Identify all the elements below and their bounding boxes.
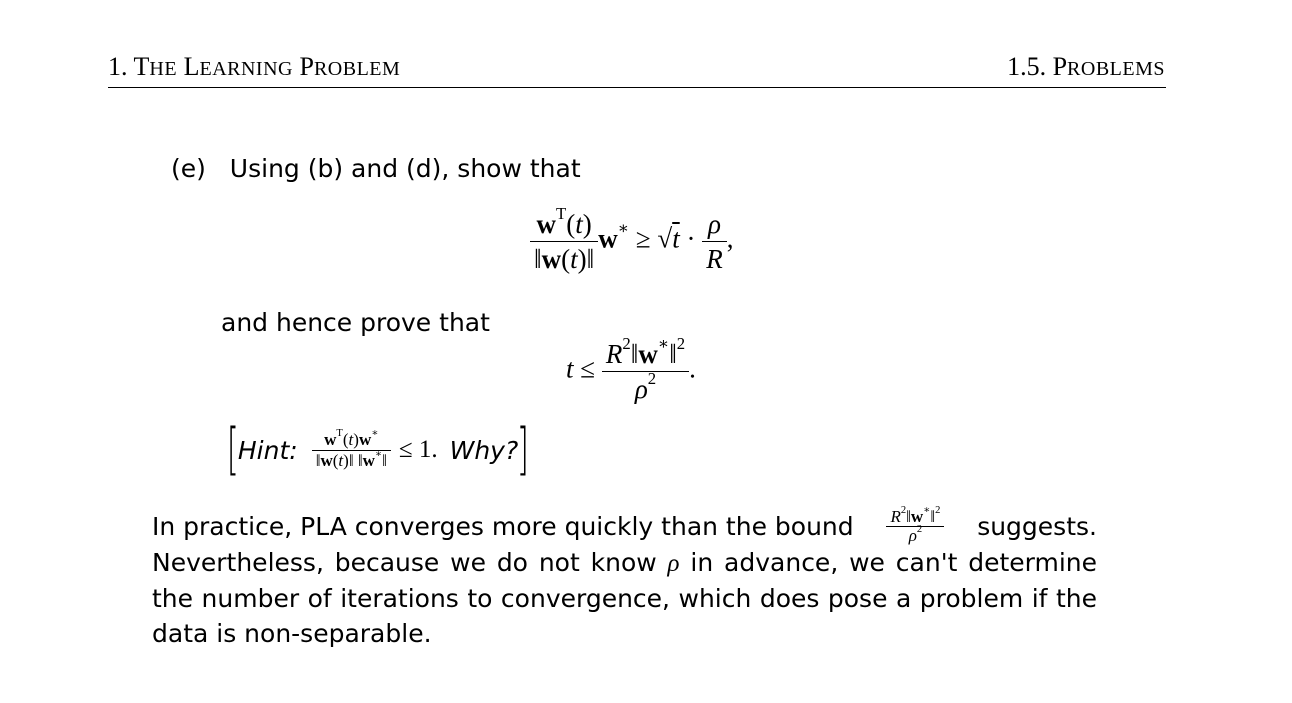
paragraph-rho: ρ — [667, 550, 680, 577]
hint-leq-one: ≤ 1. — [398, 436, 438, 463]
paragraph-part4: in advance, we can't determine the number of iterations to convergence, which does pose a problem if the data is non-separable. — [152, 548, 1098, 648]
item-label: (e) — [171, 154, 206, 183]
right-bracket: ] — [517, 417, 530, 482]
paragraph-part1: In practice, PLA converges more quickly than the bound — [152, 512, 854, 541]
hint-box — [222, 417, 534, 482]
problem-item-e — [171, 152, 581, 186]
hint-why: Why? — [449, 435, 519, 465]
body-paragraph — [152, 505, 1098, 651]
header-right-word: PROBLEMS — [1052, 52, 1165, 81]
running-header-chapter: 1. THE LEARNING PROBLEM — [108, 52, 401, 81]
header-left-word: PROBLEM — [299, 52, 401, 81]
inline-bound-fraction: $\frac{R^2‖w^∗‖^2}{\rho^2}$ — [886, 508, 944, 545]
running-header-section: 1.5. PROBLEMS — [1007, 52, 1165, 81]
paragraph-part2: suggests. — [977, 512, 1097, 541]
left-bracket: [ — [226, 417, 239, 482]
equation-iteration-bound: t ≤ $\frac{R^2‖w^∗‖^2}{\rho^2}$ . — [566, 333, 696, 404]
header-left-word: LEARNING — [183, 52, 293, 81]
middle-text: and hence prove that — [221, 308, 490, 337]
hint-label: Hint: — [237, 435, 298, 465]
header-rule — [108, 87, 1166, 88]
item-text: Using (b) and (d), show that — [229, 154, 581, 183]
equation-inner-product-bound: $\frac{w^T(t)}{‖w(t)‖}$ w∗ ≥ √t · $\frac{\rho}{R}$ , — [530, 207, 733, 276]
paragraph-part3: Nevertheless, because we do not know — [152, 548, 657, 577]
header-left-word: THE — [133, 52, 178, 81]
hint-fraction: $\frac{w^T(t)w^∗}{‖w(t)‖ ‖w^∗‖}$ — [312, 430, 391, 471]
